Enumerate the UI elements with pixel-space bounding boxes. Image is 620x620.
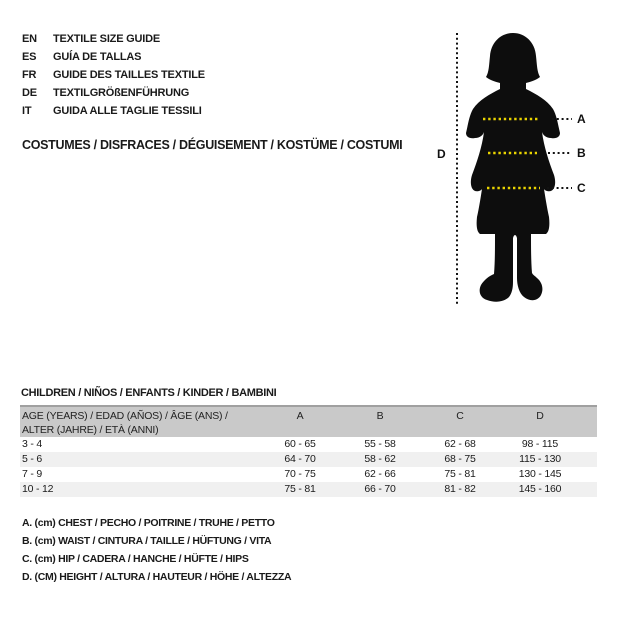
language-code: IT [22, 105, 32, 117]
language-row [22, 30, 205, 48]
chest-label: A [577, 112, 586, 126]
language-row [22, 66, 205, 84]
age-header-line1: AGE (YEARS) / EDAD (AÑOS) / ÂGE (ANS) / [22, 410, 228, 422]
chest-value: 64 - 70 [284, 453, 316, 465]
language-code: EN [22, 33, 37, 45]
legend-waist: B. (cm) WAIST / CINTURA / TAILLE / HÜFTUNG / VITA [22, 535, 272, 547]
legend-hip: C. (cm) HIP / CADERA / HANCHE / HÜFTE / HIPS [22, 553, 249, 565]
height-value: 130 - 145 [518, 468, 562, 480]
language-list [22, 30, 205, 120]
language-row [22, 48, 205, 66]
language-row [22, 102, 205, 120]
language-row [22, 84, 205, 102]
column-header-c: C [456, 410, 464, 422]
legend-height: D. (CM) HEIGHT / ALTURA / HAUTEUR / HÖHE / ALTEZZA [22, 571, 292, 583]
legend-chest: A. (cm) CHEST / PECHO / POITRINE / TRUHE / PETTO [22, 517, 275, 529]
height-label: D [437, 147, 446, 161]
chest-value: 70 - 75 [284, 468, 316, 480]
height-value: 115 - 130 [519, 453, 561, 465]
language-code: DE [22, 87, 37, 99]
column-header-b: B [376, 410, 384, 422]
height-value: 98 - 115 [521, 438, 559, 450]
waist-value: 66 - 70 [364, 483, 396, 495]
age-cell: 7 - 9 [22, 468, 43, 480]
hip-value: 62 - 68 [444, 438, 476, 450]
waist-value: 55 - 58 [364, 438, 396, 450]
table-row [20, 452, 597, 467]
age-cell: 5 - 6 [22, 453, 43, 465]
age-header-cell [20, 409, 260, 437]
column-header-d: D [536, 410, 544, 422]
child-silhouette [466, 33, 560, 302]
column-header-a: A [296, 410, 304, 422]
chest-value: 75 - 81 [284, 483, 316, 495]
waist-label: B [577, 146, 586, 160]
measure-legend [22, 514, 291, 586]
age-header-line2: ALTER (JAHRE) / ETÀ (ANNI) [22, 424, 159, 436]
language-label: GUIDE DES TAILLES TEXTILE [53, 69, 205, 81]
age-cell: 3 - 4 [22, 438, 43, 450]
age-cell: 10 - 12 [22, 483, 54, 495]
category-title: COSTUMES / DISFRACES / DÉGUISEMENT / KOSTÜME / COSTUMI [22, 138, 403, 152]
hip-value: 68 - 75 [444, 453, 476, 465]
height-value: 145 - 160 [518, 483, 562, 495]
size-table [20, 405, 597, 497]
waist-value: 58 - 62 [364, 453, 396, 465]
hip-value: 75 - 81 [444, 468, 476, 480]
size-table-header [20, 405, 597, 437]
section-title-children: CHILDREN / NIÑOS / ENFANTS / KINDER / BAMBINI [21, 387, 277, 399]
language-code: ES [22, 51, 37, 63]
hip-label: C [577, 181, 586, 195]
language-label: TEXTILE SIZE GUIDE [53, 33, 161, 45]
table-row [20, 437, 597, 452]
table-row [20, 482, 597, 497]
child-silhouette-figure [425, 20, 605, 315]
language-code: FR [22, 69, 37, 81]
waist-value: 62 - 66 [364, 468, 396, 480]
language-label: GUÍA DE TALLAS [53, 51, 142, 63]
chest-value: 60 - 65 [284, 438, 316, 450]
hip-value: 81 - 82 [444, 483, 476, 495]
language-label: GUIDA ALLE TAGLIE TESSILI [53, 105, 202, 117]
table-row [20, 467, 597, 482]
size-figure [425, 20, 605, 315]
language-label: TEXTILGRÖßENFÜHRUNG [53, 87, 190, 99]
